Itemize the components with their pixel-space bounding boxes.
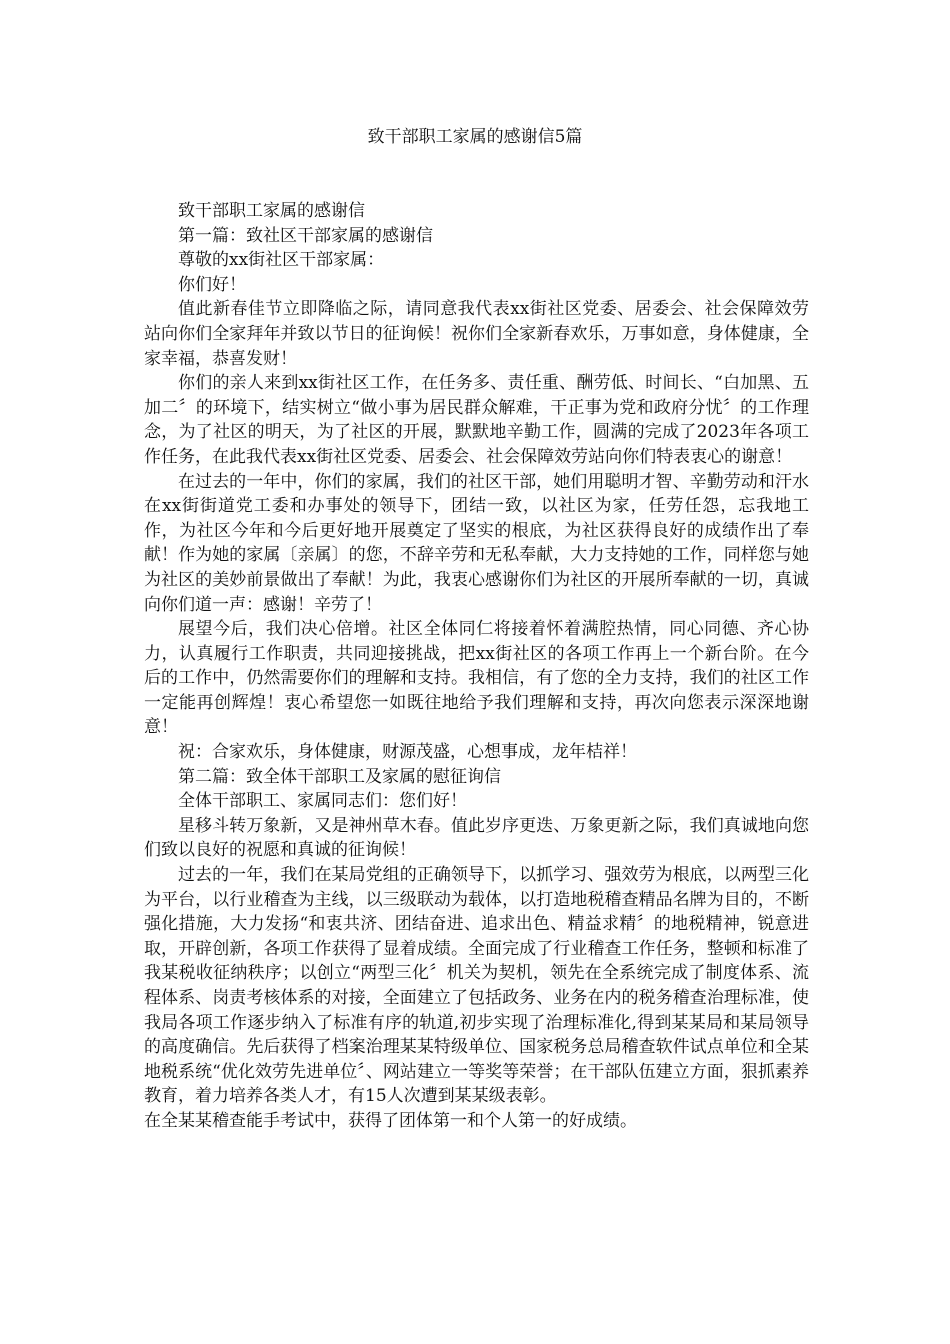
document-body [144,199,809,1134]
salutation: 尊敬的xx街社区干部家属： [178,250,385,271]
paragraph: 过去的一年，我们在某局党组的正确领导下，以抓学习、强效劳为根底，以两型三化为平台，以行业稽查为主线，以三级联动为载体，以打造地税稽查精品名牌为目的，不断强化措施，大力发扬“和衷共济、团结奋进、追求出色、精益求精〞的地税精神，锐意进取，开辟创新，各项工作获得了显着成绩。全面完成了行业稽查工作任务，整顿和标准了我某税收征纳秩序；以创立“两型三化〞机关为契机，领先在全系统完成了制度体系、流程体系、岗责考核体系的对接，全面建立了包括政务、业务在内的税务稽查治理标准，使我局各项工作逐步纳入了标准有序的轨道,初步实现了治理标准化,得到某某局和某局领导的高度确信。先后获得了档案治理某某特级单位、国家税务总局稽查软件试点单位和全某地税系统“优化效劳先进单位〞、网站建立一等奖等荣誉；在干部队伍建立方面，狠抓素养教育，着力培养各类人才，有15人次遭到某某级表彰。 [144,865,809,1107]
paragraph: 你们的亲人来到xx街社区工作，在任务多、责任重、酬劳低、时间长、“白加黑、五加二〞的环境下，结实树立“做小事为居民群众解难，干正事为党和政府分忧〞的工作理念，为了社区的明天，为了社区的开展，默默地辛勤工作，圆满的完成了2023年各项工作任务，在此我代表xx街社区党委、居委会、社会保障效劳站向你们特表衷心的谢意！ [144,373,809,467]
heading-part-one: 第一篇：致社区干部家属的感谢信 [178,225,433,246]
closing-wishes: 祝：合家欢乐，身体健康，财源茂盛，心想事成，龙年桔祥！ [178,742,637,763]
paragraph: 展望今后，我们决心倍增。社区全体同仁将接着怀着满腔热情，同心同德、齐心协力，认真履行工作职责，共同迎接挑战，把xx街社区的各项工作再上一个新台阶。在今后的工作中，仍然需要你们的理解和支持。我相信，有了您的全力支持，我们的社区工作一定能再创辉煌！衷心希望您一如既往地给予我们理解和支持，再次向您表示深深地谢意！ [144,619,809,738]
paragraph: 在过去的一年中，你们的家属，我们的社区干部，她们用聪明才智、辛勤劳动和汗水在xx街街道党工委和办事处的领导下，团结一致，以社区为家，任劳任怨，忘我地工作，为社区今年和今后更好地开展奠定了坚实的根底，为社区获得良好的成绩作出了奉献！作为她的家属〔亲属〕的您，不辞辛劳和无私奉献，大力支持她的工作，同样您与她为社区的美妙前景做出了奉献！为此，我衷心感谢你们为社区的开展所奉献的一切，真诚向你们道一声：感谢！辛劳了！ [144,471,809,615]
greeting: 你们好！ [178,274,246,295]
paragraph: 在全某某稽查能手考试中，获得了团体第一和个人第一的好成绩。 [144,1110,637,1131]
heading-part-two: 第二篇：致全体干部职工及家属的慰征询信 [178,766,501,787]
document-title: 致干部职工家属的感谢信5篇 [367,127,583,147]
salutation: 全体干部职工、家属同志们：您们好！ [178,791,467,812]
paragraph: 值此新春佳节立即降临之际，请同意我代表xx街社区党委、居委会、社会保障效劳站向你们全家拜年并致以节日的征询候！祝你们全家新春欢乐，万事如意，身体健康，全家幸福，恭喜发财！ [144,299,809,369]
heading-letter-title: 致干部职工家属的感谢信 [178,201,365,221]
paragraph: 星移斗转万象新，又是神州草木春。值此岁序更迭、万象更新之际，我们真诚地向您们致以良好的祝愿和真诚的征询候！ [144,815,809,861]
